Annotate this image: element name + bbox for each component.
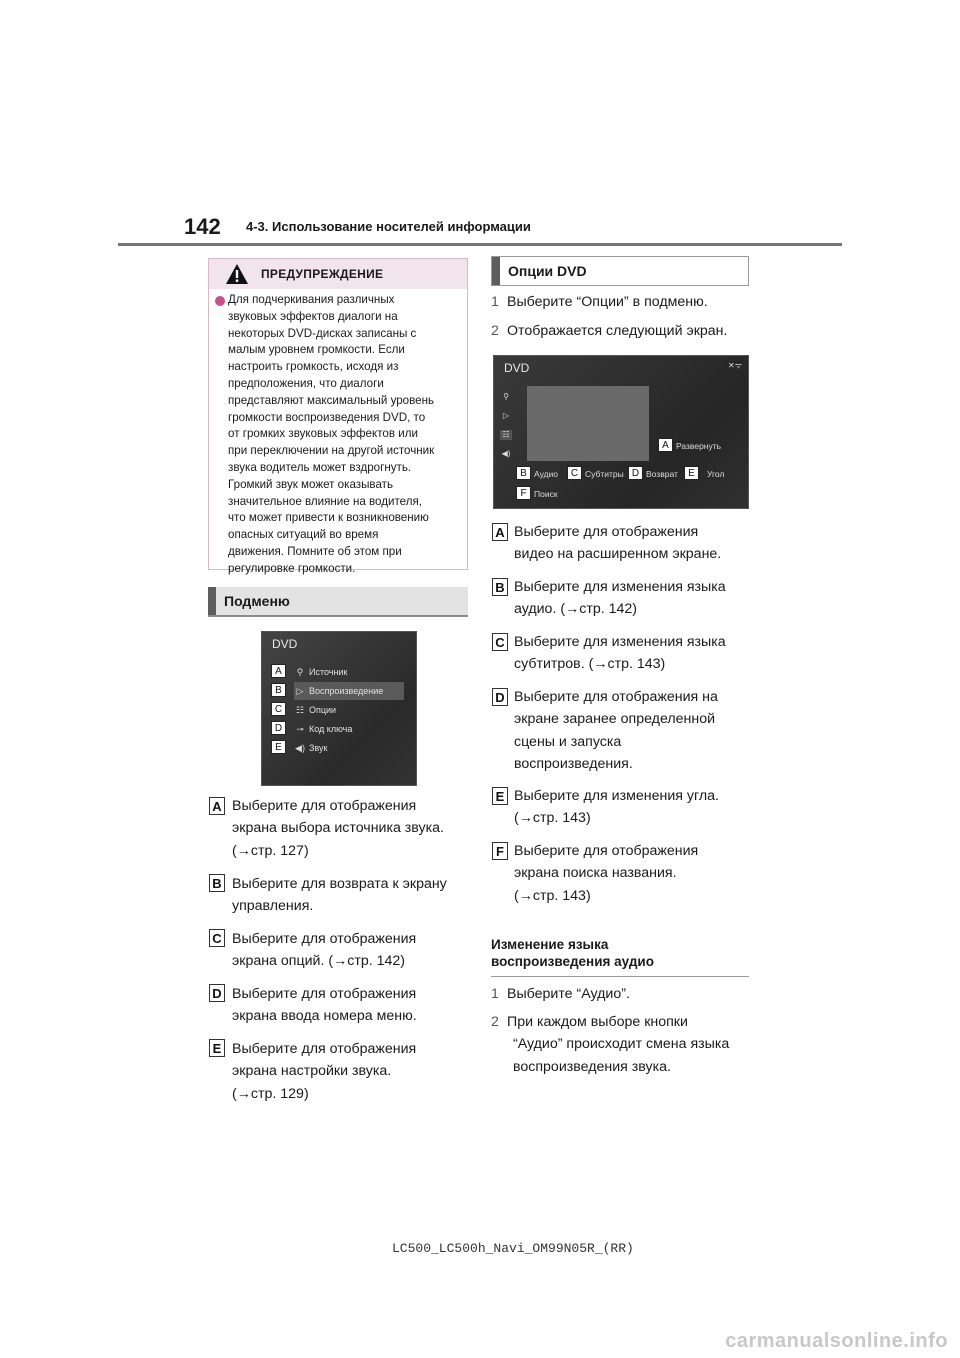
item-tag-f: F — [492, 842, 508, 860]
submenu-screen — [261, 631, 417, 786]
warning-icon — [225, 263, 249, 285]
audio-step-2: 2 При каждом выборе кнопки “Аудио” происходит смена языка воспроизведения звука. — [491, 1014, 730, 1075]
submenu-heading: Подменю — [208, 587, 468, 617]
menu-item-key-code[interactable]: ⊸ Код ключа — [294, 720, 404, 738]
section-title: 4-3. Использование носителей информации — [246, 219, 531, 234]
screen-title: DVD — [272, 637, 298, 651]
callout-f: F — [516, 486, 531, 500]
item-tag-a: A — [209, 797, 225, 815]
submenu-item-d: Выберите для отображения экрана ввода номера меню. — [232, 986, 417, 1025]
callout-e: E — [684, 466, 699, 480]
screen-title: DVD — [504, 361, 530, 375]
search-button[interactable]: Поиск — [534, 489, 558, 499]
audio-language-heading: Изменение языка воспроизведения аудио — [491, 928, 749, 977]
options-step-2: 2 Отображается следующий экран. — [491, 323, 728, 339]
video-area — [527, 386, 649, 461]
warning-text: Для подчеркивания различных звуковых эффектов диалоги на некоторых DVD-дисках записаны с малым уровнем громкости. Если настроить громкость, исходя из предположения, что диалоги представляют максимальный уровень громкости воспроизведения DVD, то от громких звуковых эффектов или при переключении на другой источник звука водитель может вздрогнуть. Громкий звук может оказывать значительное влияние на водителя, что может привести к возникновению опасных ситуаций во время движения. Помните об этом при регулировке громкости. — [228, 293, 435, 575]
item-tag-d: D — [492, 688, 508, 706]
item-tag-b: B — [492, 578, 508, 596]
audio-step-1: 1 Выберите “Аудио”. — [491, 986, 630, 1002]
source-icon: ⚲ — [296, 666, 304, 677]
options-item-f: Выберите для отображения экрана поиска названия. (→стр. 143) — [514, 843, 699, 904]
key-icon: ⊸ — [296, 723, 304, 734]
play-icon[interactable]: ▷ — [502, 411, 510, 420]
watermark: carmanualsonline.info — [725, 1330, 948, 1352]
callout-a: A — [658, 438, 673, 452]
item-tag-c: C — [492, 633, 508, 651]
warning-box — [208, 258, 468, 575]
callout-c: C — [271, 702, 286, 716]
menu-item-source[interactable]: ⚲ Источник — [294, 663, 404, 681]
header-divider — [118, 243, 842, 246]
options-icon[interactable]: ☷ — [500, 430, 512, 440]
options-item-d: Выберите для отображения на экране заранее определенной сцены и запуска воспроизведения. — [514, 689, 718, 773]
menu-item-playback[interactable]: ▷ Воспроизведение — [294, 682, 404, 700]
callout-d: D — [271, 721, 286, 735]
expand-button[interactable]: Развернуть — [676, 441, 722, 451]
warning-header — [209, 259, 467, 289]
page-number: 142 — [184, 214, 221, 239]
signal-icon: ✕ᯤ — [727, 361, 742, 370]
warning-title: ПРЕДУПРЕЖДЕНИЕ — [261, 267, 384, 281]
options-item-a: Выберите для отображения видео на расширенном экране. — [514, 524, 722, 563]
source-icon[interactable]: ⚲ — [503, 392, 509, 401]
subtitles-button[interactable]: Субтитры — [585, 469, 624, 479]
submenu-item-a: Выберите для отображения экрана выбора источника звука. (→стр. 127) — [232, 798, 444, 859]
callout-c: C — [567, 466, 582, 480]
menu-item-options[interactable]: ☷ Опции — [295, 704, 337, 715]
submenu-item-e: Выберите для отображения экрана настройки звука. (→стр. 129) — [232, 1041, 417, 1102]
item-tag-b: B — [209, 874, 225, 892]
submenu-item-b: Выберите для возврата к экрану управления. — [232, 876, 447, 915]
options-icon: ☷ — [295, 704, 305, 715]
speaker-icon: ◀) — [295, 742, 305, 753]
callout-b: B — [271, 683, 286, 697]
submenu-item-c: Выберите для отображения экрана опций. (→стр. 142) — [232, 931, 417, 970]
return-button[interactable]: Возврат — [646, 469, 678, 479]
item-tag-a: A — [492, 523, 508, 541]
options-item-b: Выберите для изменения языка аудио. (→стр. 142) — [514, 579, 726, 618]
options-item-c: Выберите для изменения языка субтитров. (→стр. 143) — [514, 634, 726, 673]
audio-button[interactable]: Аудио — [534, 469, 558, 479]
callout-d: D — [628, 466, 643, 480]
callout-e: E — [271, 740, 286, 754]
angle-button[interactable]: Угол — [707, 469, 725, 479]
footer-code: LC500_LC500h_Navi_OM99N05R_(RR) — [392, 1241, 634, 1256]
item-tag-e: E — [492, 787, 508, 805]
item-tag-e: E — [209, 1039, 225, 1057]
options-step-1: 1 Выберите “Опции” в подменю. — [491, 294, 708, 310]
options-screen — [493, 355, 749, 509]
item-tag-d: D — [209, 984, 225, 1002]
callout-a: A — [271, 664, 286, 678]
options-item-e: Выберите для изменения угла. (→стр. 143) — [514, 788, 719, 827]
play-icon: ▷ — [296, 685, 304, 696]
bullet-icon — [215, 296, 225, 306]
options-heading: Опции DVD — [491, 256, 749, 286]
menu-item-sound[interactable]: ◀) Звук — [295, 742, 328, 753]
item-tag-c: C — [209, 929, 225, 947]
speaker-icon[interactable]: ◀) — [501, 449, 511, 458]
callout-b: B — [516, 466, 531, 480]
